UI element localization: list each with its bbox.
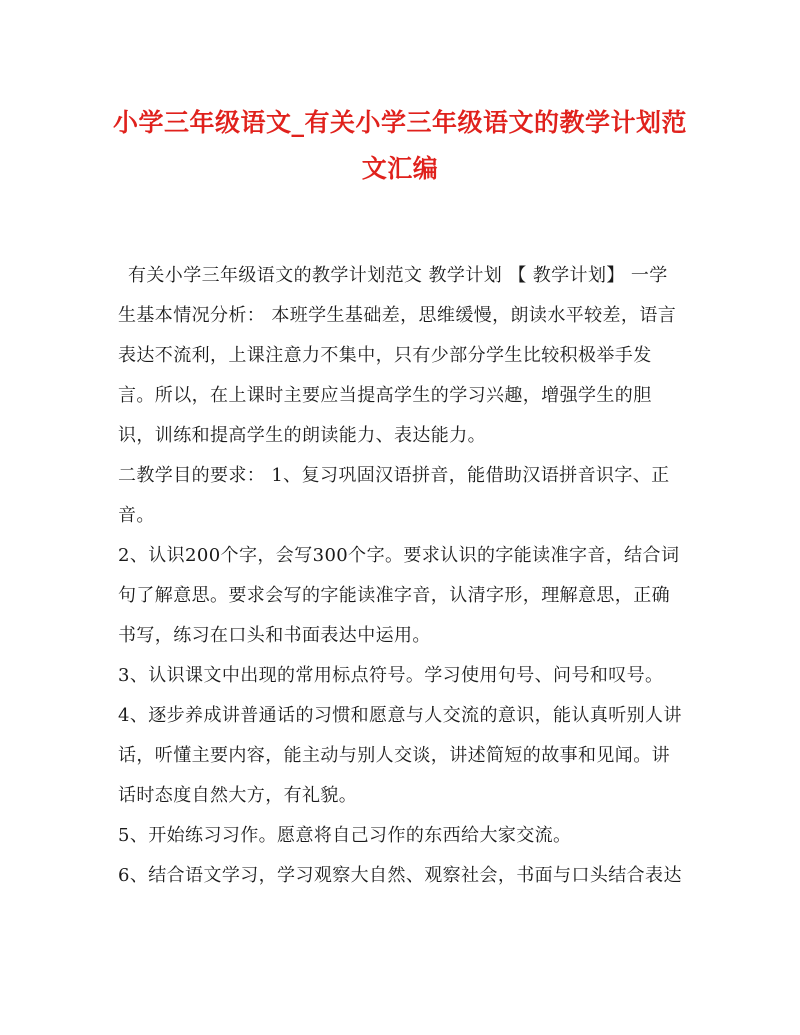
paragraph-intro: 有关小学三年级语文的教学计划范文 教学计划 【 教学计划】 一学生基本情况分析： 本班学生基础差，思维缓慢，朗读水平较差，语言表达不流利，上课注意力不集中，只有少部分学生比较积极举手发言。所以，在上课时主要应当提高学生的学习兴趣，增强学生的胆识，训练和提高学生的朗读能力、表达能力。: [118, 265, 677, 446]
paragraph-item-4: 4、逐步养成讲普通话的习惯和愿意与人交流的意识，能认真听别人讲话，听懂主要内容，能主动与别人交谈，讲述简短的故事和见闻。讲话时态度自然大方，有礼貌。: [118, 705, 682, 806]
paragraph-item-2: 2、认识200个字，会写300个字。要求认识的字能读准字音，结合词句了解意思。要求会写的字能读准字音，认清字形，理解意思，正确书写，练习在口头和书面表达中运用。: [118, 545, 680, 646]
paragraph-goals: 二教学目的要求： 1、复习巩固汉语拼音，能借助汉语拼音识字、正音。: [118, 465, 670, 526]
paragraph-item-3: 3、认识课文中出现的常用标点符号。学习使用句号、问号和叹号。: [118, 665, 664, 686]
document-body: [118, 256, 684, 896]
paragraph-item-6: 6、结合语文学习，学习观察大自然、观察社会，书面与口头结合表达: [118, 865, 682, 886]
document-title: 小学三年级语文_有关小学三年级语文的教学计划范文汇编: [112, 108, 687, 183]
paragraph-item-5: 5、开始练习习作。愿意将自己习作的东西给大家交流。: [118, 825, 572, 846]
